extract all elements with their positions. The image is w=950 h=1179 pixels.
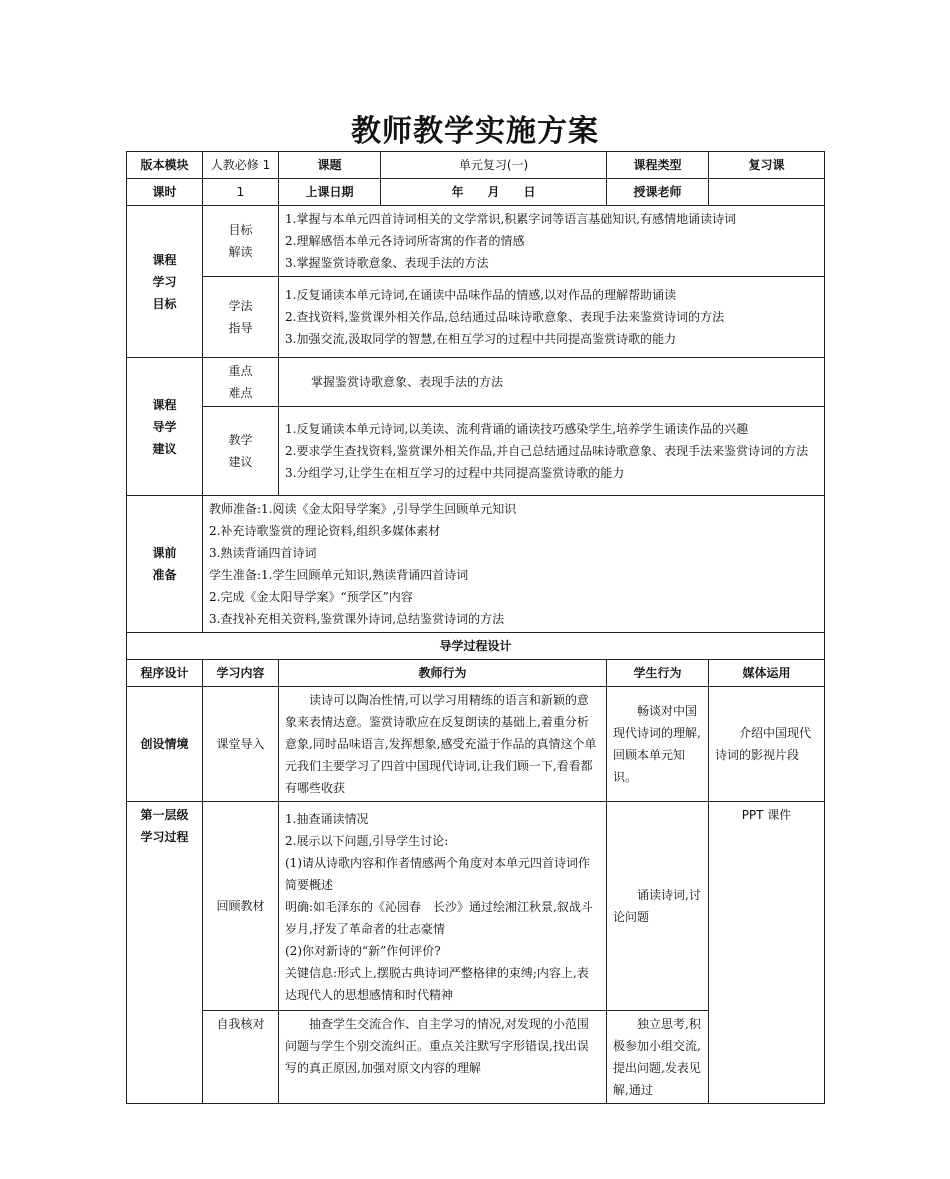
- process-section-title: 导学过程设计: [127, 633, 825, 660]
- goals-sub2-item: 2.查找资料,鉴赏课外相关作品,总结通过品味诗歌意象、表现手法来鉴赏诗词的方法: [285, 310, 725, 324]
- process-row-2: [127, 802, 825, 1011]
- process-media: PPT 课件: [709, 802, 825, 1104]
- column-header: 学习内容: [203, 660, 279, 687]
- label-edition-module: 版本模块: [127, 152, 203, 179]
- value-topic: 单元复习(一): [381, 152, 607, 179]
- prep-item: 3.查找补充相关资料,鉴赏课外诗词,总结鉴赏诗词的方法: [209, 612, 505, 626]
- guide-row-2: [127, 407, 825, 496]
- value-lesson-hours: 1: [203, 179, 279, 206]
- teacher-step: (2)你对新诗的“新”作何评价?: [285, 944, 441, 958]
- guide-sub2-item: 3.分组学习,让学生在相互学习的过程中共同提高鉴赏诗歌的能力: [285, 466, 625, 480]
- process-content: 课堂导入: [203, 687, 279, 802]
- goals-sub1-content: [279, 206, 825, 277]
- teacher-step: 2.展示以下问题,引导学生讨论:: [285, 834, 449, 848]
- guide-row-1: [127, 358, 825, 407]
- process-teacher-action: [279, 802, 607, 1011]
- label-course-type: 课程类型: [607, 152, 709, 179]
- column-header: 学生行为: [607, 660, 709, 687]
- process-teacher-action: 抽查学生交流合作、自主学习的情况,对发现的小范围问题与学生个别交流纠正。重点关注默写字形错误,找出误写的真正原因,加强对原文内容的理解: [279, 1011, 607, 1104]
- goals-sub2-label: 学法指导: [203, 277, 279, 358]
- goals-row-2: [127, 277, 825, 358]
- guide-label: 课程导学建议: [127, 358, 203, 496]
- prep-item: 教师准备:1.阅读《金太阳导学案》,引导学生回顾单元知识: [209, 502, 517, 516]
- page-title: 教师教学实施方案: [351, 114, 599, 149]
- column-header: 教师行为: [279, 660, 607, 687]
- prep-row: [127, 496, 825, 633]
- label-teacher: 授课老师: [607, 179, 709, 206]
- process-stage: 第一层级学习过程: [127, 802, 203, 1104]
- goals-sub2-item: 3.加强交流,汲取同学的智慧,在相互学习的过程中共同提高鉴赏诗歌的能力: [285, 332, 677, 346]
- guide-sub2-item: 1.反复诵读本单元诗词,以美读、流利背诵的诵读技巧感染学生,培养学生诵读作品的兴趣: [285, 422, 749, 436]
- goals-sub1-label: 目标解读: [203, 206, 279, 277]
- process-student-action: 畅谈对中国现代诗词的理解,回顾本单元知识。: [607, 687, 709, 802]
- process-header-row: [127, 660, 825, 687]
- guide-sub2-label: 教学建议: [203, 407, 279, 496]
- goals-label: 课程学习目标: [127, 206, 203, 358]
- header-row-2: [127, 179, 825, 206]
- process-teacher-action: 读诗可以陶冶性情,可以学习用精练的语言和新颖的意象来表情达意。鉴赏诗歌应在反复朗读的基础上,着重分析意象,同时品味语言,发挥想象,感受充溢于作品的真情这个单元我们主要学习了四首中国现代诗词,让我们顾一下,看看都有哪些收获: [279, 687, 607, 802]
- value-edition-module: 人教必修 1: [203, 152, 279, 179]
- prep-content: [203, 496, 825, 633]
- goals-sub2-item: 1.反复诵读本单元诗词,在诵读中品味作品的情感,以对作品的理解帮助诵读: [285, 288, 677, 302]
- goals-sub2-content: [279, 277, 825, 358]
- process-stage: 创设情境: [127, 687, 203, 802]
- guide-sub1-label: 重点难点: [203, 358, 279, 407]
- process-student-action: 独立思考,积极参加小组交流,提出问题,发表见解,通过: [607, 1011, 709, 1104]
- value-class-date: 年 月 日: [381, 179, 607, 206]
- teacher-step: 明确:如毛泽东的《沁园春 长沙》通过绘湘江秋景,叙战斗岁月,抒发了革命者的壮志豪情: [285, 900, 593, 936]
- column-header: 媒体运用: [709, 660, 825, 687]
- prep-item: 学生准备:1.学生回顾单元知识,熟读背诵四首诗词: [209, 568, 469, 582]
- value-teacher: [709, 179, 825, 206]
- label-class-date: 上课日期: [279, 179, 381, 206]
- teacher-step: 关键信息:形式上,摆脱古典诗词严整格律的束缚;内容上,表达现代人的思想感情和时代精神: [285, 966, 589, 1002]
- value-course-type: 复习课: [709, 152, 825, 179]
- guide-sub2-content: [279, 407, 825, 496]
- column-header: 程序设计: [127, 660, 203, 687]
- process-content: 自我核对: [203, 1011, 279, 1104]
- guide-sub2-item: 2.要求学生查找资料,鉴赏课外相关作品,并自己总结通过品味诗歌意象、表现手法来鉴赏诗词的方法: [285, 444, 809, 458]
- process-content: 回顾教材: [203, 802, 279, 1011]
- process-row-1: [127, 687, 825, 802]
- prep-item: 3.熟读背诵四首诗词: [209, 546, 317, 560]
- teacher-step: (1)请从诗歌内容和作者情感两个角度对本单元四首诗词作简要概述: [285, 856, 591, 892]
- prep-label: 课前准备: [127, 496, 203, 633]
- prep-item: 2.补充诗歌鉴赏的理论资料,组织多媒体素材: [209, 524, 441, 538]
- process-section-row: [127, 633, 825, 660]
- teacher-step: 1.抽查诵读情况: [285, 812, 369, 826]
- goals-row-1: [127, 206, 825, 277]
- process-student-action: 诵读诗词,讨论问题: [607, 802, 709, 1011]
- prep-item: 2.完成《金太阳导学案》“预学区”内容: [209, 590, 413, 604]
- goals-sub1-item: 1.掌握与本单元四首诗词相关的文学常识,积累字词等语言基础知识,有感情地诵读诗词: [285, 212, 737, 226]
- lesson-plan-table: [126, 151, 825, 1104]
- header-row-1: [127, 152, 825, 179]
- guide-sub1-content: 掌握鉴赏诗歌意象、表现手法的方法: [279, 358, 825, 407]
- label-lesson-hours: 课时: [127, 179, 203, 206]
- goals-sub1-item: 3.掌握鉴赏诗歌意象、表现手法的方法: [285, 256, 489, 270]
- process-media: 介绍中国现代诗词的影视片段: [709, 687, 825, 802]
- goals-sub1-item: 2.理解感悟本单元各诗词所寄寓的作者的情感: [285, 234, 525, 248]
- label-topic: 课题: [279, 152, 381, 179]
